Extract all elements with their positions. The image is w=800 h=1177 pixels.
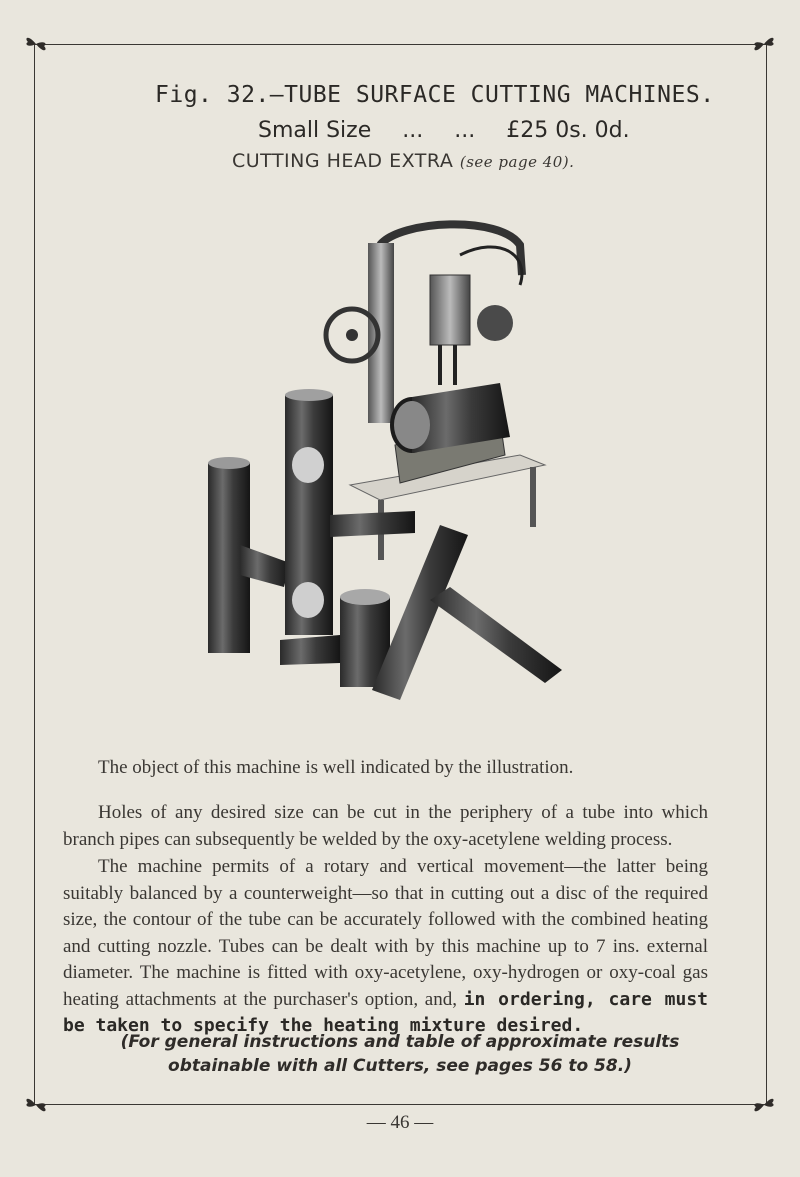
figure-title: Fig. 32.—TUBE SURFACE CUTTING MACHINES.: [155, 82, 715, 108]
corner-ornament-icon: [22, 30, 50, 58]
paragraph-movement-text: The machine permits of a rotary and vertical movement—the latter being suitably balanced by a counterweight—so that in cutting out a disc of the required size, the contour of the tube can be accurately followed with the combined heating and cutting nozzle. Tubes can be dealt with by this machine up to 7 ins. external diameter. The machine is fitted with oxy-acetylene, oxy-hydrogen or oxy-coal gas heating attachments at the purchaser's option, and,: [63, 856, 708, 1010]
ordering-note: in ordering, care must be taken to specify the heating mixture desired.: [63, 988, 709, 1036]
cutting-head-text: CUTTING HEAD EXTRA: [232, 150, 454, 172]
top-rule: [34, 44, 766, 45]
price-amount: £25 0s. 0d.: [506, 118, 630, 143]
machine-illustration: [200, 215, 570, 705]
cutting-head-line: [232, 150, 574, 172]
left-rule: [34, 44, 35, 1104]
page-number: — 46 —: [366, 1112, 434, 1133]
general-instructions-note: (For general instructions and table of approximate results obtainable with all Cutters, see pages 56 to 58.): [120, 1032, 680, 1076]
cutting-head-ref: (see page 40).: [459, 153, 575, 171]
paragraph-intro: The object of this machine is well indicated by the illustration.: [98, 757, 574, 778]
size-label: Small Size: [258, 118, 372, 143]
dots: ...: [454, 118, 476, 143]
dots: ...: [402, 118, 424, 143]
corner-ornament-icon: [750, 30, 778, 58]
paragraph-movement: [63, 854, 708, 1040]
paragraph-holes: Holes of any desired size can be cut in the periphery of a tube into which branch pipes can subsequently be welded by the oxy-acetylene welding process.: [63, 802, 708, 850]
bottom-rule: [34, 1104, 766, 1105]
right-rule: [766, 44, 767, 1104]
price-line: [258, 118, 654, 143]
